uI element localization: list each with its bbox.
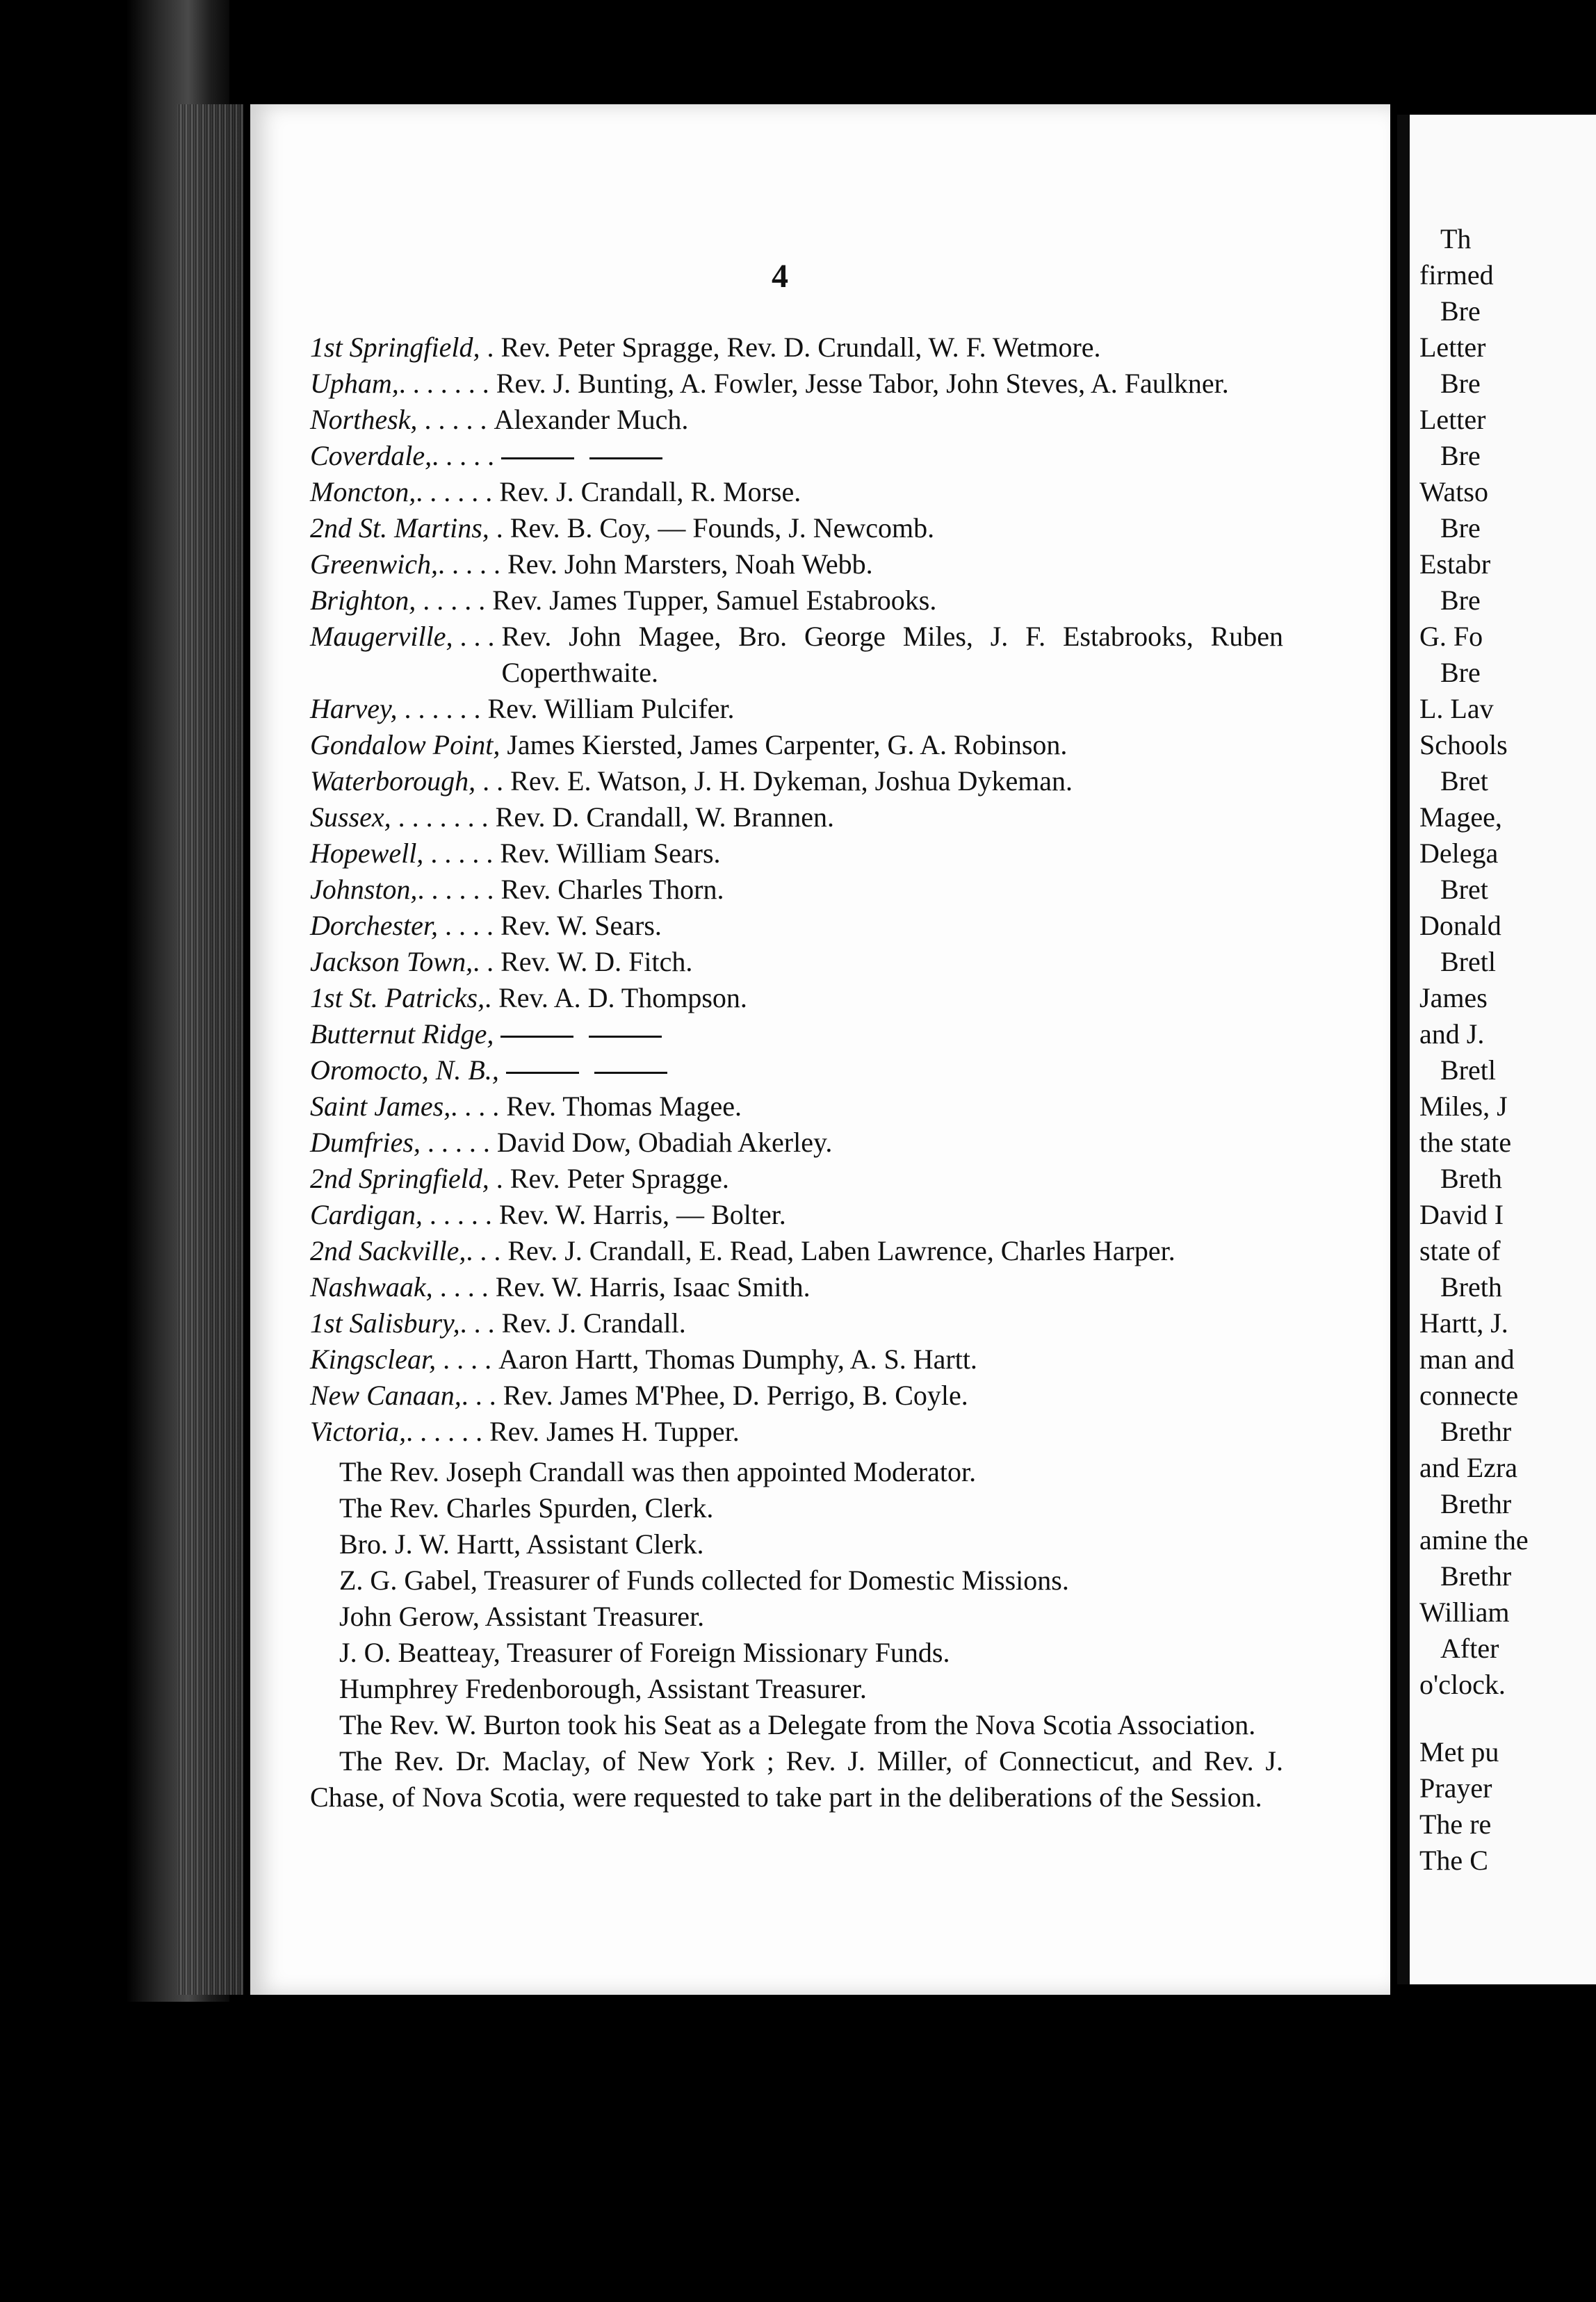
roster-entry: [310, 1305, 1283, 1341]
leader-dots: [500, 727, 507, 763]
church-name: Brighton,: [310, 585, 416, 616]
roster-entry: [310, 366, 1283, 402]
roster-entry: [310, 546, 1283, 582]
roster-entry: [310, 727, 1283, 763]
leader-dots: . . . . .: [432, 440, 502, 471]
blank-rule: [501, 457, 574, 459]
roster-entry: [310, 980, 1283, 1016]
roster-entry: [310, 1341, 1283, 1378]
facing-page-text: Bretl: [1440, 1054, 1496, 1086]
facing-page-text: David I: [1419, 1199, 1504, 1230]
delegate-names: Rev. J. Crandall.: [501, 1307, 686, 1339]
church-name: 1st St. Patricks,: [310, 982, 485, 1013]
facing-page-text: Hartt, J.: [1419, 1307, 1508, 1339]
leader-dots: . . .: [459, 1307, 502, 1339]
church-name: New Canaan,: [310, 1380, 462, 1411]
leader-dots: . . . . . . .: [391, 801, 496, 833]
roster-entry: [310, 691, 1283, 727]
church-name: Dorchester,: [310, 910, 439, 941]
church-name: Johnston,: [310, 874, 418, 905]
page-edges: [177, 104, 243, 1995]
facing-page-text: the state: [1419, 1127, 1512, 1158]
leader-dots: . .: [473, 946, 501, 977]
officer-line: Bro. J. W. Hartt, Assistant Clerk.: [339, 1528, 704, 1560]
facing-page-text: man and: [1419, 1344, 1515, 1375]
delegate-names: Rev. W. Sears.: [500, 910, 662, 941]
delegate-names: Rev. J. Crandall, E. Read, Laben Lawrence, Charles Harper.: [507, 1235, 1175, 1266]
delegate-names: Rev. Charles Thorn.: [500, 874, 724, 905]
facing-page-text: and Ezra: [1419, 1452, 1518, 1483]
church-name: Saint James,: [310, 1091, 451, 1122]
church-name: 2nd St. Martins,: [310, 512, 489, 544]
church-name: Maugerville,: [310, 621, 453, 652]
facing-page-text: Estabr: [1419, 548, 1491, 580]
roster-entry: [310, 438, 1283, 474]
delegate-names: Rev. D. Crandall, W. Brannen.: [495, 801, 834, 833]
facing-page-text: Bre: [1440, 368, 1481, 399]
church-name: Hopewell,: [310, 838, 424, 869]
leader-dots: . . . . . .: [397, 693, 488, 724]
church-name: Butternut Ridge,: [310, 1018, 494, 1050]
church-name: Moncton,: [310, 476, 416, 507]
church-name: Oromocto, N. B.,: [310, 1054, 499, 1086]
facing-page-text: Brethr: [1440, 1488, 1512, 1519]
church-name: Harvey,: [310, 693, 398, 724]
blank-rule: [589, 1036, 662, 1038]
facing-page-text: Letter: [1419, 332, 1486, 363]
roster-entry: [310, 510, 1283, 546]
leader-dots: . . . . . .: [416, 476, 500, 507]
church-name: 1st Salisbury,: [310, 1307, 460, 1339]
facing-page-text: Bre: [1440, 657, 1481, 688]
facing-page-text: Bre: [1440, 440, 1481, 471]
leader-dots: . . . . .: [438, 548, 508, 580]
delegate-names: Rev. James M'Phee, D. Perrigo, B. Coyle.: [503, 1380, 968, 1411]
facing-page-text: William: [1419, 1597, 1510, 1628]
officer-line: Z. G. Gabel, Treasurer of Funds collected for Domestic Missions.: [339, 1565, 1069, 1596]
leader-dots: . . . .: [432, 1271, 496, 1303]
delegate-names: Rev. William Pulcifer.: [487, 693, 735, 724]
church-name: Coverdale,: [310, 440, 432, 471]
delegate-names: Rev. W. D. Fitch.: [500, 946, 693, 977]
leader-dots: . . . . .: [417, 404, 494, 435]
leader-dots: . . .: [466, 1235, 508, 1266]
leader-dots: [499, 1052, 506, 1088]
leader-dots: .: [480, 332, 501, 363]
leader-dots: . . . .: [438, 910, 501, 941]
church-name: Kingsclear,: [310, 1344, 437, 1375]
leader-dots: [494, 1016, 500, 1052]
delegate-names: Rev. Peter Spragge.: [510, 1163, 729, 1194]
church-name: 2nd Springfield,: [310, 1163, 489, 1194]
church-name: Sussex,: [310, 801, 391, 833]
delegate-names: Alexander Much.: [494, 404, 689, 435]
roster-entry: [310, 1197, 1283, 1233]
minutes-paragraph: The Rev. W. Burton took his Seat as a Delegate from the Nova Scotia Association.: [339, 1709, 1256, 1740]
facing-page-text: Bre: [1440, 585, 1481, 616]
facing-page-text: firmed: [1419, 259, 1494, 291]
roster-entry: [310, 872, 1283, 908]
facing-page-text: Schools: [1419, 729, 1508, 760]
church-name: Gondalow Point,: [310, 729, 500, 760]
church-name: Jackson Town,: [310, 946, 473, 977]
blank-rule: [594, 1072, 667, 1074]
facing-page-text: Bret: [1440, 874, 1488, 905]
leader-dots: .: [489, 512, 510, 544]
delegate-names: [506, 1052, 1283, 1088]
officer-line: The Rev. Joseph Crandall was then appointed Moderator.: [339, 1456, 977, 1487]
leader-dots: . . . . . . .: [398, 368, 496, 399]
facing-page-text: Delega: [1419, 838, 1499, 869]
delegate-names: Rev. B. Coy, — Founds, J. Newcomb.: [510, 512, 935, 544]
blank-rule: [589, 457, 662, 459]
facing-page-text: Donald: [1419, 910, 1501, 941]
roster-entry: [310, 1269, 1283, 1305]
roster-entry: [310, 474, 1283, 510]
book-spine: [0, 0, 229, 2302]
facing-page-text: Bre: [1440, 295, 1481, 327]
delegate-names: [501, 438, 1283, 474]
church-name: 1st Springfield,: [310, 332, 480, 363]
roster-entry: [310, 763, 1283, 799]
minutes-paragraph: The Rev. Dr. Maclay, of New York ; Rev. J. Miller, of Connecticut, and Rev. J. Chase, of Nova Scotia, were requested to take part in the deliberations of the Session.: [310, 1745, 1283, 1813]
facing-page-text: amine the: [1419, 1524, 1529, 1556]
roster-entry: [310, 1414, 1283, 1450]
facing-page-text: Letter: [1419, 404, 1486, 435]
facing-page-text: The re: [1419, 1809, 1492, 1840]
delegate-names: Rev. W. Harris, — Bolter.: [498, 1199, 786, 1230]
facing-page-text: Breth: [1440, 1271, 1502, 1303]
delegate-names: Rev. William Sears.: [500, 838, 721, 869]
delegate-names: Rev. John Marsters, Noah Webb.: [507, 548, 873, 580]
delegate-names: Rev. Thomas Magee.: [506, 1091, 742, 1122]
session-officers: [310, 1454, 1283, 1815]
roster-entry: [310, 1016, 1283, 1052]
roster-entry: [310, 1052, 1283, 1088]
delegate-names: Rev. E. Watson, J. H. Dykeman, Joshua Dykeman.: [510, 765, 1073, 797]
church-name: Dumfries,: [310, 1127, 421, 1158]
page-number: 4: [772, 258, 788, 295]
delegate-names: [500, 1016, 1283, 1052]
delegate-names: Aaron Hartt, Thomas Dumphy, A. S. Hartt.: [498, 1344, 977, 1375]
facing-page-text: After: [1440, 1633, 1499, 1664]
church-name: 2nd Sackville,: [310, 1235, 466, 1266]
leader-dots: . . . .: [436, 1344, 499, 1375]
facing-page-text: Magee,: [1419, 801, 1502, 833]
facing-page-text: Watso: [1419, 476, 1488, 507]
church-name: Cardigan,: [310, 1199, 423, 1230]
facing-page-text: Th: [1440, 223, 1472, 254]
leader-dots: . . .: [461, 1380, 503, 1411]
leader-dots: .: [484, 982, 499, 1013]
delegate-names: Rev. James Tupper, Samuel Estabrooks.: [492, 585, 937, 616]
church-name: Victoria,: [310, 1416, 407, 1447]
facing-page-text: L. Lav: [1419, 693, 1494, 724]
facing-page-text: o'clock.: [1419, 1669, 1506, 1700]
officer-line: The Rev. Charles Spurden, Clerk.: [339, 1492, 714, 1524]
roster-entry: [310, 402, 1283, 438]
delegate-names: Rev. John Magee, Bro. George Miles, J. F. Estabrooks, Ruben Coperthwaite.: [501, 621, 1283, 688]
facing-page-text: state of: [1419, 1235, 1501, 1266]
facing-page-text: The C: [1419, 1845, 1488, 1876]
scan-background: [0, 2002, 1596, 2302]
facing-page-text: Brethr: [1440, 1560, 1512, 1592]
facing-page-text: Bretl: [1440, 946, 1496, 977]
officer-line: Humphrey Fredenborough, Assistant Treasurer.: [339, 1673, 867, 1704]
church-name: Greenwich,: [310, 548, 439, 580]
roster-entry: [310, 835, 1283, 872]
roster-entry: [310, 1233, 1283, 1269]
facing-page-text: G. Fo: [1419, 621, 1483, 652]
delegate-names: Rev. James H. Tupper.: [489, 1416, 740, 1447]
roster-entry: [310, 799, 1283, 835]
officer-line: J. O. Beatteay, Treasurer of Foreign Missionary Funds.: [339, 1637, 950, 1668]
roster-entry: [310, 1125, 1283, 1161]
delegate-names: Rev. J. Bunting, A. Fowler, Jesse Tabor, John Steves, A. Faulkner.: [496, 368, 1229, 399]
delegate-names: David Dow, Obadiah Akerley.: [496, 1127, 833, 1158]
leader-dots: . . .: [453, 621, 502, 652]
facing-page-text: Brethr: [1440, 1416, 1512, 1447]
leader-dots: . . . . . .: [406, 1416, 490, 1447]
facing-page: [1397, 115, 1596, 1984]
blank-rule: [506, 1072, 579, 1074]
facing-page-text: connecte: [1419, 1380, 1519, 1411]
facing-page-text: Met pu: [1419, 1736, 1499, 1768]
delegate-names: Rev. J. Crandall, R. Morse.: [499, 476, 801, 507]
leader-dots: . . . . .: [422, 1199, 499, 1230]
roster-entry: [310, 908, 1283, 944]
church-name: Upham,: [310, 368, 399, 399]
roster-entry: [310, 1161, 1283, 1197]
leader-dots: . . . . . .: [417, 874, 501, 905]
leader-dots: . . . .: [450, 1091, 507, 1122]
facing-page-text: Breth: [1440, 1163, 1502, 1194]
delegate-names: Rev. A. D. Thompson.: [498, 982, 747, 1013]
leader-dots: .: [489, 1163, 510, 1194]
leader-dots: . . . . .: [423, 838, 500, 869]
roster-entry: [310, 1088, 1283, 1125]
facing-page-text: Miles, J: [1419, 1091, 1508, 1122]
roster-entry: [310, 1378, 1283, 1414]
facing-page-text: Prayer: [1419, 1772, 1492, 1804]
blank-rule: [500, 1036, 573, 1038]
facing-page-text: Bre: [1440, 512, 1481, 544]
facing-page-text: Bret: [1440, 765, 1488, 797]
facing-page-text: James: [1419, 982, 1488, 1013]
leader-dots: . . . . .: [420, 1127, 497, 1158]
leader-dots: . .: [475, 765, 511, 797]
church-name: Nashwaak,: [310, 1271, 433, 1303]
officer-line: John Gerow, Assistant Treasurer.: [339, 1601, 705, 1632]
roster-entry: [310, 582, 1283, 619]
delegate-roster: [310, 329, 1283, 1450]
church-name: Waterborough,: [310, 765, 476, 797]
church-name: Northesk,: [310, 404, 418, 435]
facing-page-text: and J.: [1419, 1018, 1485, 1050]
delegate-names: Rev. Peter Spragge, Rev. D. Crundall, W. F. Wetmore.: [500, 332, 1101, 363]
leader-dots: . . . . .: [416, 585, 493, 616]
delegate-names: James Kiersted, James Carpenter, G. A. Robinson.: [507, 729, 1068, 760]
roster-entry: [310, 329, 1283, 366]
roster-entry: [310, 619, 1283, 691]
delegate-names: Rev. W. Harris, Isaac Smith.: [495, 1271, 811, 1303]
roster-entry: [310, 944, 1283, 980]
